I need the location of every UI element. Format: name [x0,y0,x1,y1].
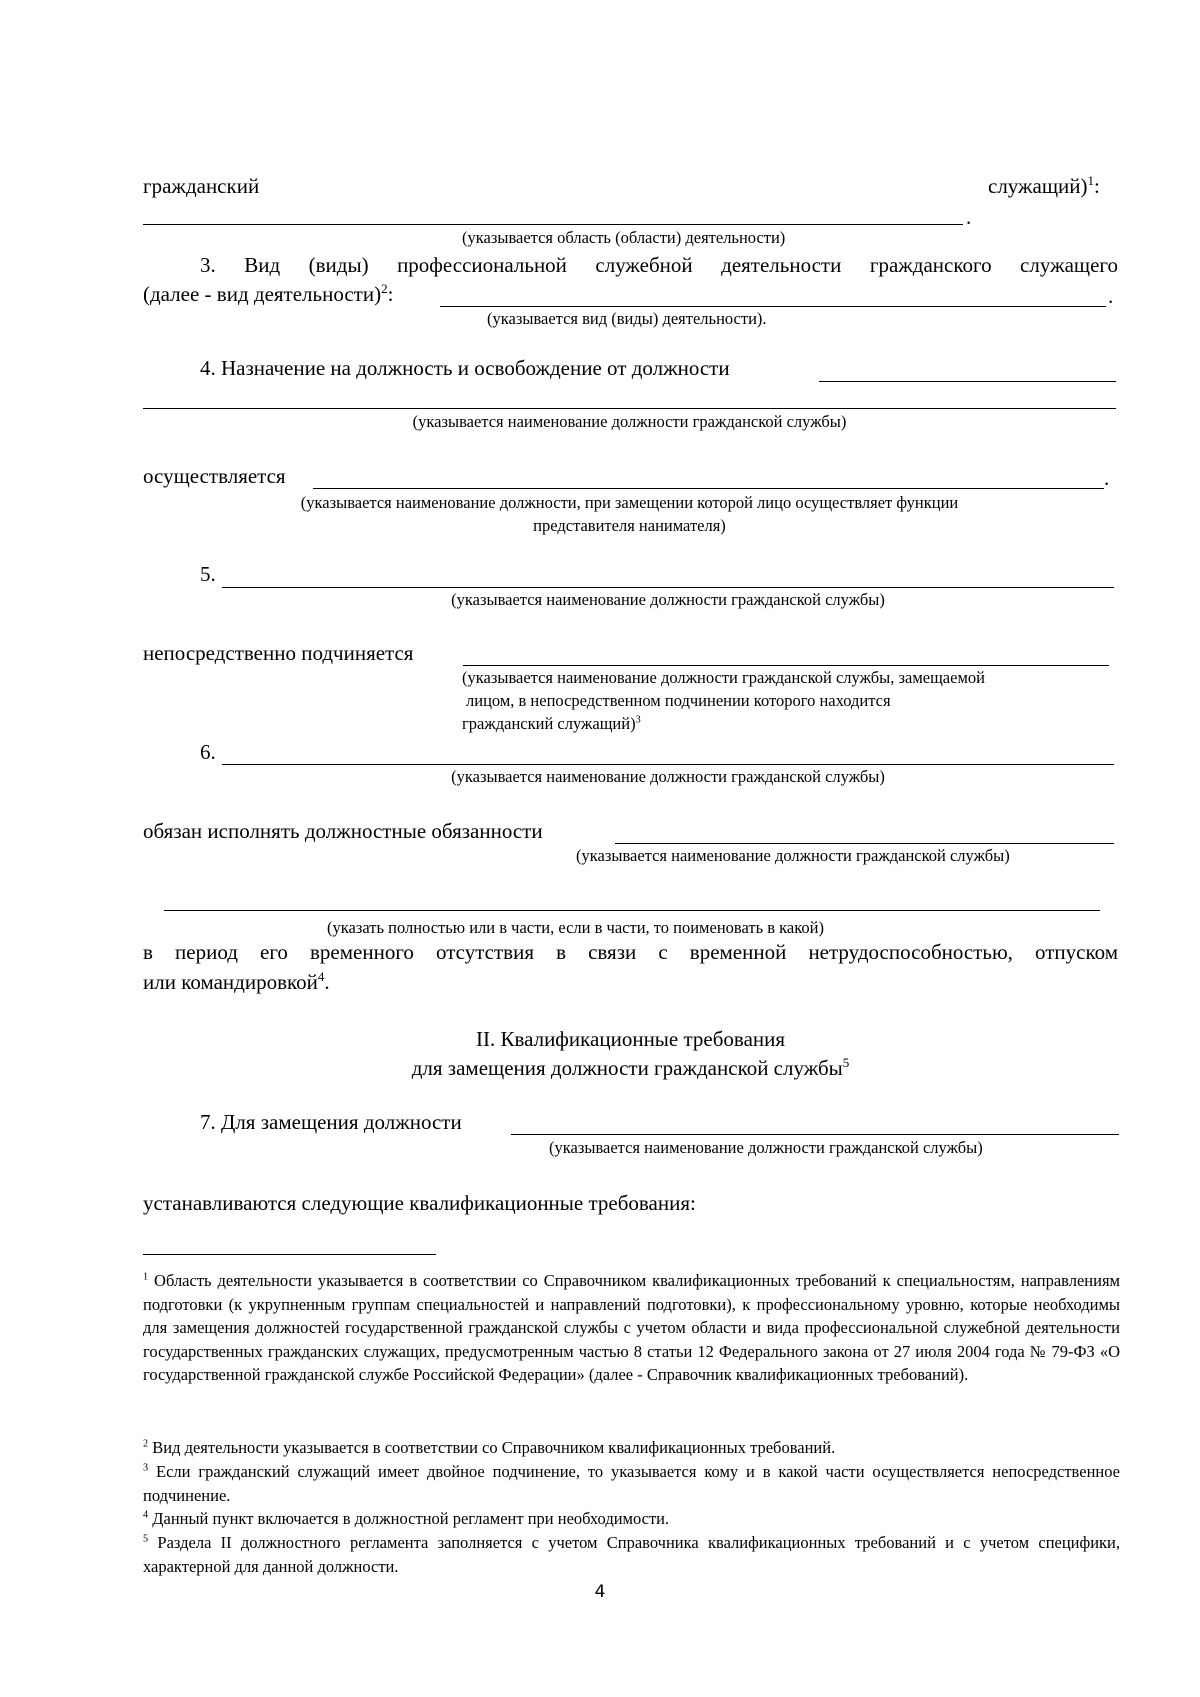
period-mark: . [1104,466,1110,490]
period-mark: . [1108,284,1114,308]
blank-line-full-part[interactable] [164,910,1100,911]
item-3-line-1: 3. Вид (виды) профессиональной служебной деятельности гражданского служащего [200,253,1118,277]
footnote-separator [143,1254,436,1255]
section-title-2: для замещения должности гражданской службы$^5$ [411,1055,850,1080]
blank-line-position[interactable] [143,408,1116,409]
item-6-number: 6. [200,740,216,764]
footnote-3: $^3$ Если гражданский служащий имеет двойное подчинение, то указывается кому и в какой части осуществляется непосредственное подчинение. [143,1462,1121,1505]
blank-line-appointment[interactable] [819,381,1116,382]
period-line-2: или командировкой$^4$. [143,969,330,994]
item-7-text: 7. Для замещения должности [200,1110,462,1134]
hint-kind: (указывается вид (виды) деятельности). [487,309,767,328]
footnote-2: $^2$ Вид деятельности указывается в соответствии со Справочником квалификационных требований. [143,1438,836,1457]
item-4-text: 4. Назначение на должность и освобождение от должности [200,356,730,380]
item-5-number: 5. [200,562,216,586]
footnote-4: $^4$ Данный пункт включается в должностной регламент при необходимости. [143,1509,670,1528]
text-obliged: обязан исполнять должностные обязанности [143,819,543,843]
footnote-1: $^1$ Область деятельности указывается в соответствии со Справочником квалификационных требований к специальностям, направлениям подготовки (к укрупненным группам специальностей и направлений подготовки), к профессиональному уровню, которые необходимы для замещения должностей государственной гражданской службы с учетом области и вида профессиональной служебной деятельности государственных гражданских служащих, предусмотренным частью 8 статьи 12 Федерального закона от 27 июля 2004 года № 79-ФЗ «О государственной гражданской службе Российской Федерации» (далее - Справочник квалификационных требований). [143,1271,1120,1384]
text-sluzhashchy: служащий)$^1$: [988,173,1100,198]
hint-employer-1: (указывается наименование должности, при замещении которой лицо осуществляет функции [300,493,959,512]
period-line-1: в период его временного отсутствия в связи с временной нетрудоспособностью, отпуском [143,940,1118,964]
footnote-5: $^5$ Раздела II должностного регламента заполняется с учетом Справочника квалификационных требований и с учетом специфики, характерной для данной должности. [143,1533,1121,1576]
text-carried-out: осуществляется [143,464,286,488]
hint-position-obliged: (указывается наименование должности гражданской службы) [576,846,1010,865]
period-mark: . [966,205,972,229]
blank-line-obliged[interactable] [615,843,1114,844]
hint-position: (указывается наименование должности гражданской службы) [412,412,847,431]
item-3-line-2: (далее - вид деятельности)$^2$: [143,281,394,306]
hint-sub-2: лицом, в непосредственном подчинении которого находится [466,691,891,710]
hint-full-part: (указать полностью или в части, если в части, то поименовать в какой) [327,918,824,937]
hint-position-7: (указывается наименование должности гражданской службы) [549,1138,983,1157]
blank-line-subordinate[interactable] [463,665,1109,666]
hint-position-5: (указывается наименование должности гражданской службы) [451,590,885,609]
hint-sub-3: гражданский служащий)$^3$ [462,714,641,733]
hint-sub-1: (указывается наименование должности гражданской службы, замещаемой [462,668,985,687]
blank-line-kind[interactable] [440,306,1106,307]
hint-position-6: (указывается наименование должности гражданской службы) [451,767,885,786]
text-established: устанавливаются следующие квалификационные требования: [143,1191,696,1215]
text-subordinate: непосредственно подчиняется [143,641,414,665]
blank-line-area[interactable] [143,224,963,225]
section-title-1: II. Квалификационные требования [475,1027,786,1051]
hint-employer-2: представителя нанимателя) [533,516,726,535]
hint-area: (указывается область (области) деятельности) [462,228,786,247]
blank-line-item-7[interactable] [511,1134,1119,1135]
text-grazhdansky: гражданский [143,174,260,198]
blank-line-item-6[interactable] [222,764,1114,765]
page-number: 4 [594,1582,606,1602]
blank-line-item-5[interactable] [222,587,1114,588]
blank-line-employer[interactable] [313,488,1104,489]
